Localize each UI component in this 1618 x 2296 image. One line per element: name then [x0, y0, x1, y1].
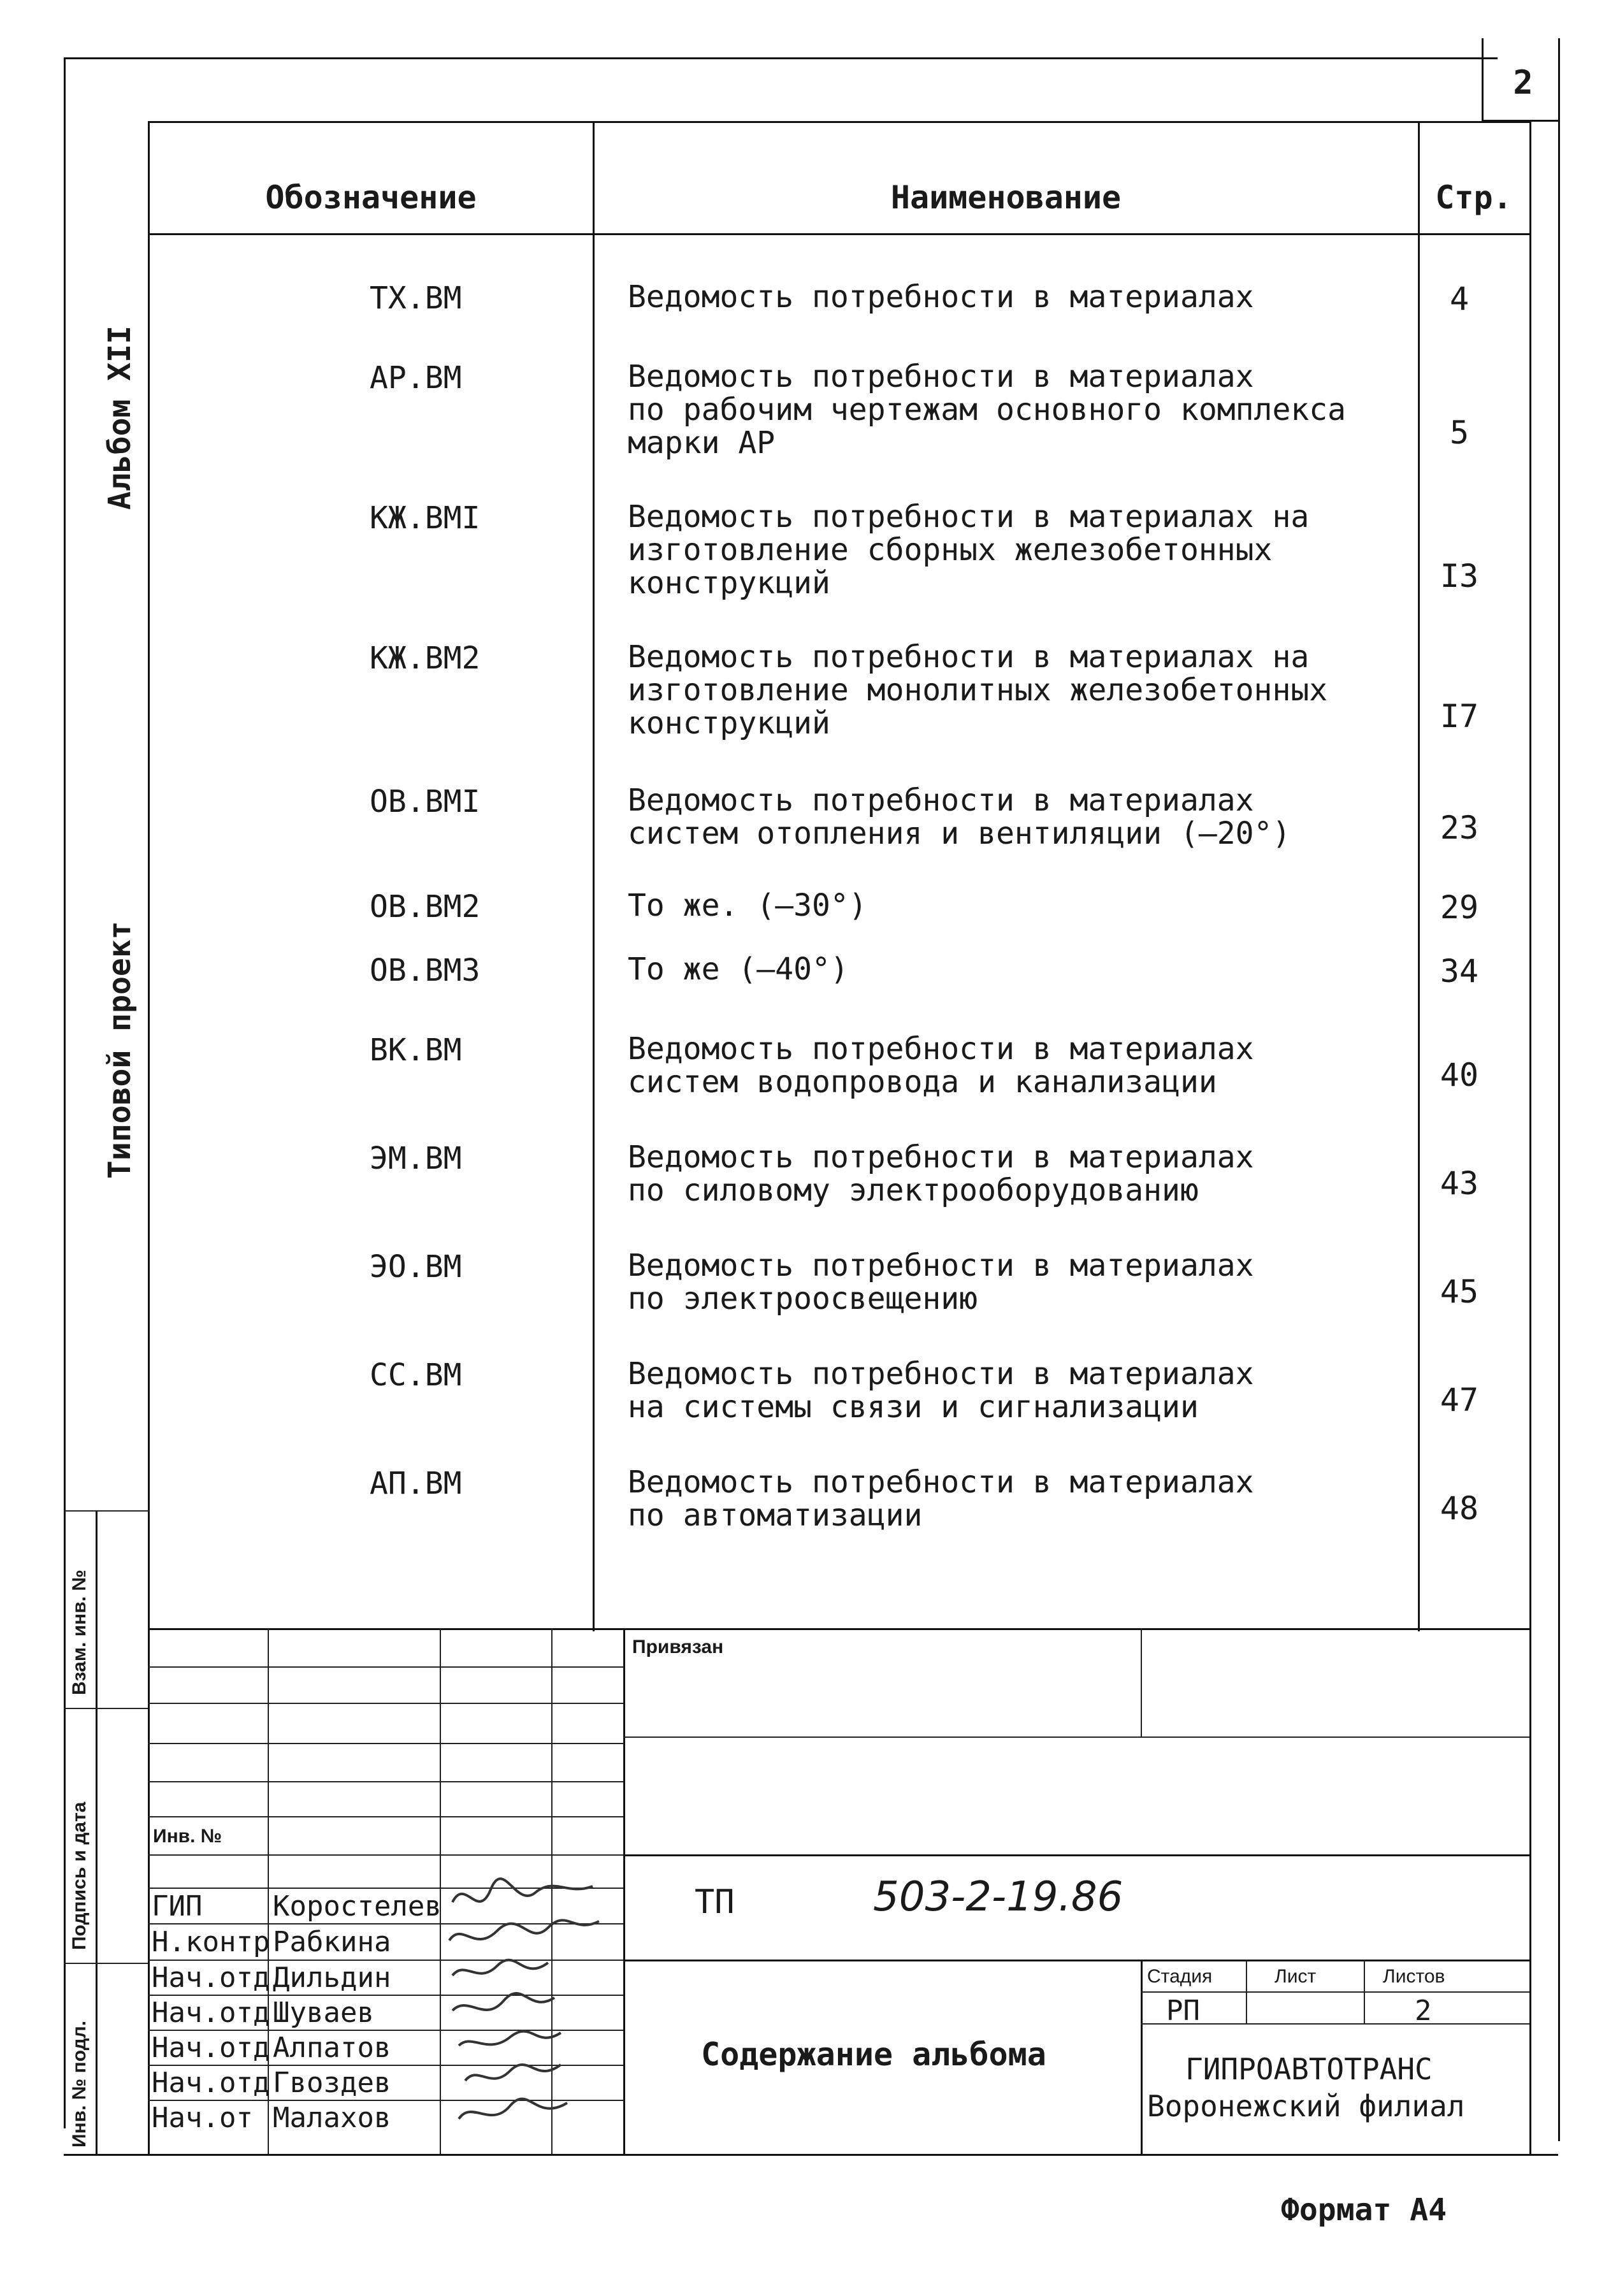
row-code: ЭО.ВМ: [370, 1249, 462, 1285]
row-name: Ведомость потребности в материалах на изготовление монолитных железобетонных конструкций: [628, 639, 1328, 741]
header-name: Наименование: [890, 179, 1122, 216]
doc-title: Содержание альбома: [701, 2036, 1046, 2073]
tb-right: [1529, 1628, 1531, 2154]
row-page: 34: [1440, 953, 1479, 990]
tb-top: [148, 1628, 1531, 1630]
side-strip-line-3: [64, 1963, 150, 1964]
inv-label: Инв. №: [153, 1826, 222, 1847]
tb-h3: [148, 1743, 623, 1744]
sig-role: Нач.отд: [152, 1996, 270, 2029]
tb-stage-col1: [1246, 1960, 1247, 2023]
row-page: I3: [1440, 558, 1479, 595]
signature-scribbles: [440, 1870, 625, 2151]
frame-bottom: [64, 2154, 1558, 2156]
tb-h2: [148, 1703, 623, 1704]
tb-tp-bottom: [623, 1960, 1529, 1961]
side-strip-line-2: [64, 1708, 150, 1709]
sig-name: Алпатов: [273, 2032, 391, 2064]
sig-name: Шуваев: [273, 1996, 374, 2029]
sig-name: Малахов: [273, 2102, 391, 2134]
frame-right: [1558, 38, 1560, 2141]
side-album-label: Альбом XII: [102, 326, 138, 510]
side-strip-divider: [96, 1510, 98, 2154]
table-top: [148, 121, 1531, 123]
row-code: ТХ.ВМ: [370, 280, 462, 316]
row-page: 43: [1440, 1165, 1479, 1202]
sheet-number: 2: [1513, 64, 1533, 102]
row-page: 5: [1449, 414, 1470, 451]
sig-role: ГИП: [152, 1890, 203, 1923]
frame-left: [64, 57, 66, 2128]
row-name: Ведомость потребности в материалах по рабочим чертежам основного комплекса марки АР: [628, 359, 1347, 461]
tb-h4: [148, 1781, 623, 1782]
tb-stage-row1: [1141, 1991, 1529, 1993]
stage-value: РП: [1166, 1995, 1200, 2027]
sig-role: Нач.отд: [152, 2032, 270, 2064]
side-sign-date-label: Подпись и дата: [69, 1801, 90, 1950]
row-name: Ведомость потребности в материалах на системы связи и сигнализации: [628, 1356, 1254, 1425]
row-name: Ведомость потребности в материалах систем отопления и вентиляции (–20°): [628, 783, 1291, 851]
tp-code: 503-2-19.86: [873, 1874, 1123, 1921]
sheet-num-cell-left: [1482, 38, 1484, 121]
row-code: ОВ.ВМI: [370, 784, 480, 819]
org-line-1: ГИПРОАВТОТРАНС: [1185, 2052, 1433, 2086]
sig-name: Коростелев: [273, 1890, 442, 1923]
row-page: 29: [1440, 889, 1479, 926]
row-code: ОВ.ВМ2: [370, 889, 480, 925]
sig-role: Нач.отд: [152, 1961, 270, 1994]
row-code: ЭМ.ВМ: [370, 1141, 462, 1176]
side-inv-swap-label: Взам. инв. №: [69, 1570, 90, 1695]
sig-role: Нач.отд: [152, 2067, 270, 2099]
row-code: ОВ.ВМ3: [370, 953, 480, 988]
row-name: Ведомость потребности в материалах: [628, 279, 1254, 315]
row-page: 40: [1440, 1057, 1479, 1094]
col-divider-1: [593, 121, 595, 1631]
header-designation: Обозначение: [265, 179, 477, 216]
row-code: КЖ.ВМI: [370, 500, 480, 536]
row-code: АП.ВМ: [370, 1466, 462, 1501]
row-code: ВК.ВМ: [370, 1032, 462, 1068]
row-name: Ведомость потребности в материалах систем водопровода и канализации: [628, 1031, 1254, 1100]
table-left: [148, 121, 150, 1631]
sig-name: Дильдин: [273, 1961, 391, 1994]
tb-h5: [148, 1816, 623, 1817]
sig-role: Н.контр: [152, 1926, 270, 1958]
sheets-value: 2: [1415, 1995, 1432, 2027]
side-inv-orig-label: Инв. № подл.: [69, 2020, 90, 2148]
tb-h1: [148, 1666, 623, 1668]
row-name: Ведомость потребности в материалах на изготовление сборных железобетонных конструкций: [628, 499, 1310, 601]
row-page: 45: [1440, 1273, 1479, 1310]
row-page: I7: [1440, 698, 1479, 735]
row-name: То же (–40°): [628, 951, 849, 987]
org-line-2: Воронежский филиал: [1147, 2089, 1465, 2123]
row-page: 4: [1449, 280, 1470, 317]
sig-name: Гвоздев: [273, 2067, 391, 2099]
sig-name: Рабкина: [273, 1926, 391, 1958]
side-strip-line-1: [64, 1510, 150, 1512]
frame-top: [64, 57, 1498, 59]
stage-label: Стадия: [1147, 1966, 1213, 1987]
sig-role: Нач.от: [152, 2102, 253, 2134]
row-code: АР.ВМ: [370, 360, 462, 396]
row-name: Ведомость потребности в материалах по электроосвещению: [628, 1248, 1254, 1317]
row-name: Ведомость потребности в материалах по автоматизации: [628, 1464, 1254, 1533]
row-page: 23: [1440, 809, 1479, 846]
header-page: Стр.: [1435, 179, 1512, 216]
tp-prefix: ТП: [695, 1883, 735, 1921]
sheets-label: Листов: [1383, 1966, 1445, 1987]
row-name: Ведомость потребности в материалах по силовому электрооборудованию: [628, 1139, 1254, 1208]
tb-stage-divider: [1141, 1960, 1143, 2154]
tb-left: [148, 1628, 150, 2154]
sheet-label: Лист: [1275, 1966, 1317, 1987]
tb-h6: [148, 1854, 623, 1856]
row-code: КЖ.ВМ2: [370, 640, 480, 676]
tb-stage-col2: [1364, 1960, 1365, 2023]
format-label: Формат А4: [1281, 2192, 1447, 2228]
tb-tp-top: [623, 1854, 1529, 1856]
row-code: СС.ВМ: [370, 1357, 462, 1393]
row-page: 48: [1440, 1490, 1479, 1527]
bound-label: Привязан: [632, 1636, 724, 1657]
tb-bound-bottom: [623, 1736, 1529, 1738]
side-project-label: Типовой проект: [102, 921, 138, 1179]
row-page: 47: [1440, 1382, 1479, 1419]
tb-bound-divider: [1141, 1628, 1142, 1736]
row-name: То же. (–30°): [628, 888, 867, 923]
